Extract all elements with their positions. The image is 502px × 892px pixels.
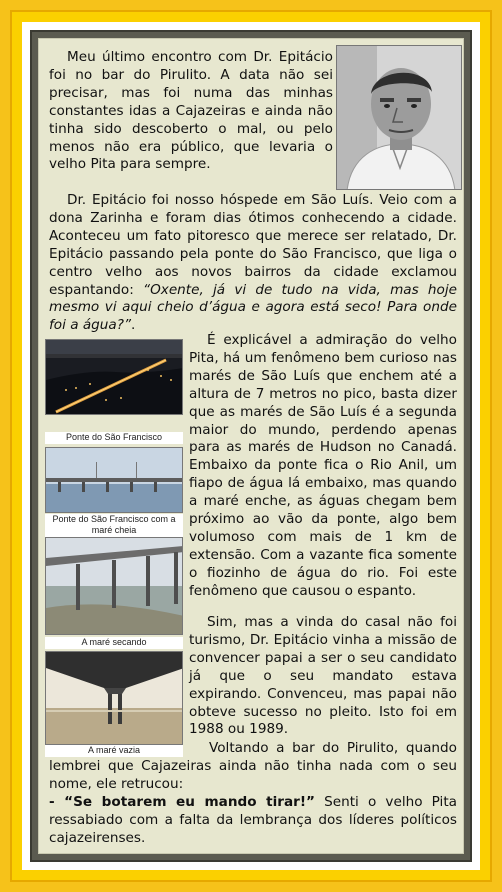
tide-empty-image [46, 652, 183, 745]
caption-tide-receding: A maré secando [45, 637, 183, 649]
paragraph-2-end: . [131, 317, 136, 334]
bridge-night-image [46, 340, 183, 415]
photo-tide-receding [45, 537, 183, 635]
paragraph-1: Meu último encontro com Dr. Epitácio foi no bar do Pirulito. A data não sei precisar, mas foi numa das minhas constantes idas a Cajazeiras e ainda não tinha sido descoberto o mal, ou pelo menos não era público, que levaria o velho Pita para sempre. [49, 49, 333, 173]
caption-high-tide: Ponte do São Francisco com a maré cheia [45, 514, 183, 538]
caption-tide-empty: A maré vazia [45, 745, 183, 757]
paragraph-2 [49, 192, 457, 335]
photo-bridge-night [45, 339, 183, 415]
tide-receding-image [46, 538, 183, 635]
paragraph-6 [49, 794, 457, 848]
paragraph-5: Voltando a bar do Pirulito, quando lembrei que Cajazeiras ainda não tinha nada com o seu nome, ele retrucou: [49, 740, 457, 792]
paragraph-4: Sim, mas a vinda do casal não foi turismo, Dr. Epitácio vinha a missão de convencer papai a ser o seu candidato já que o seu mandato estava expirando. Convenceu, mas papai não obteve sucesso no pleito. Isto foi em 1988 ou 1989. [189, 614, 457, 738]
caption-bridge: Ponte do São Francisco [45, 432, 183, 444]
portrait-illustration [337, 46, 462, 190]
quote-bold: - “Se botarem eu mando tirar!” [49, 794, 315, 810]
paragraph-6-rest: Senti o velho Pita ressabiado com a falta da lembrança dos líderes políticos cajazeirenses. [49, 794, 457, 846]
paragraph-3: É explicável a admiração do velho Pita, há um fenômeno bem curioso nas marés de São Luís que enchem até a altura de 7 metros no pico, basta dizer que as marés de São Luís é a segunda maior do mundo, perdendo apenas para as marés de Hudson no Canadá. Embaixo da ponte fica o Rio Anil, um fiapo de água lá embaixo, mas quando a maré enche, as águas chegam bem próximo ao vão da ponte, algo bem volumoso com mais de 1 km de extensão. Com a vazante fica somente o fiozinho de água do rio. Foi este fenômeno que causou o espanto. [189, 332, 457, 599]
paragraph-2-quote: “Oxente, já vi de tudo na vida, mas hoje mesmo vi aqui cheio d’água e agora está seco! Para onde foi a água?” [49, 281, 457, 334]
portrait-photo [336, 45, 462, 190]
paragraph-2-text: Dr. Epitácio foi nosso hóspede em São Luís. Veio com a dona Zarinha e foram dias ótimos conhecendo a cidade. Aconteceu um fato pitoresco que merece ser relatado, Dr. Epitácio passando pela ponte do São Francisco, que liga o centro velho aos novos bairros da cidade exclamou espantando: [49, 192, 457, 298]
article-page [38, 38, 464, 854]
photo-high-tide [45, 447, 183, 513]
photo-tide-empty [45, 651, 183, 745]
high-tide-image [46, 448, 183, 513]
